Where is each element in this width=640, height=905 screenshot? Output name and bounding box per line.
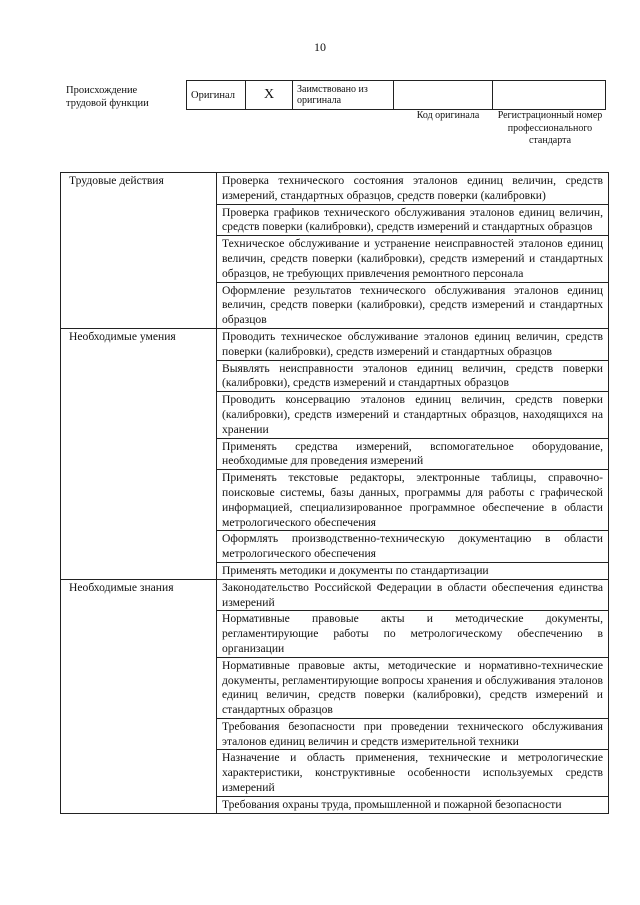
list-item: Требования безопасности при проведении технического обслуживания эталонов единиц величин и средств измерительной техники — [217, 718, 609, 750]
table-row — [61, 328, 609, 360]
list-item: Проверка технического состояния эталонов единиц величин, средств измерений, стандартных образцов, средств поверки (калибровки) — [217, 173, 609, 205]
original-cell: Оригинал — [187, 81, 246, 110]
list-item: Проводить консервацию эталонов единиц величин, средств поверки (калибровки), средств измерений и стандартных образцов, находящихся на хранении — [217, 392, 609, 438]
reg-number-cell — [493, 81, 606, 110]
origin-table — [186, 80, 606, 110]
labor-function-table — [60, 172, 609, 814]
reg-caption: Регистрационный номер профессионального стандарта — [497, 110, 603, 146]
list-item: Проводить техническое обслуживание эталонов единиц величин, средств поверки (калибровки), средств измерений и стандартных образцов — [217, 328, 609, 360]
list-item: Нормативные правовые акты, методические и нормативно-технические документы, регламентирующие вопросы хранения и обслуживания эталонов единиц величин, средств поверки (калибровки), средств измерений и стандартных образцов — [217, 657, 609, 718]
list-item: Применять средства измерений, вспомогательное оборудование, необходимые для проведения измерений — [217, 438, 609, 470]
section-title: Необходимые знания — [61, 579, 217, 813]
page-number: 10 — [314, 40, 326, 54]
section-title: Необходимые умения — [61, 328, 217, 579]
list-item: Проверка графиков технического обслуживания эталонов единиц величин, средств поверки (калибровки), средств измерений и стандартных образцов — [217, 204, 609, 236]
list-item: Выявлять неисправности эталонов единиц величин, средств поверки (калибровки), средств измерений и стандартных образцов — [217, 360, 609, 392]
origin-label: Происхождение трудовой функции — [66, 85, 149, 109]
borrowed-cell: Заимствовано из оригинала — [293, 81, 394, 110]
code-caption: Код оригинала — [416, 110, 480, 121]
list-item: Техническое обслуживание и устранение неисправностей эталонов единиц величин, средств поверки (калибровки), средств измерений и стандартных образцов, не требующих привлечения ремонтного персонала — [217, 236, 609, 282]
original-mark: X — [246, 81, 293, 110]
section-title: Трудовые действия — [61, 173, 217, 329]
list-item: Применять текстовые редакторы, электронные таблицы, справочно-поисковые системы, базы данных, программы для работы с графической информацией, специализированное программное обеспечение в области метрологического обеспечения — [217, 470, 609, 531]
list-item: Требования охраны труда, промышленной и пожарной безопасности — [217, 796, 609, 813]
list-item: Оформлять производственно-техническую документацию в области метрологического обеспечения — [217, 531, 609, 563]
list-item: Нормативные правовые акты и методические документы, регламентирующие работы по метрологическому обеспечению в организации — [217, 611, 609, 657]
list-item: Оформление результатов технического обслуживания эталонов единиц величин, средств поверки (калибровки), средств измерений и стандартных образцов — [217, 282, 609, 328]
list-item: Назначение и область применения, технические и метрологические характеристики, конструктивные особенности используемых средств измерений — [217, 750, 609, 796]
table-row — [61, 579, 609, 611]
list-item: Законодательство Российской Федерации в области обеспечения единства измерений — [217, 579, 609, 611]
list-item: Применять методики и документы по стандартизации — [217, 562, 609, 579]
table-row — [61, 173, 609, 205]
code-cell — [394, 81, 493, 110]
